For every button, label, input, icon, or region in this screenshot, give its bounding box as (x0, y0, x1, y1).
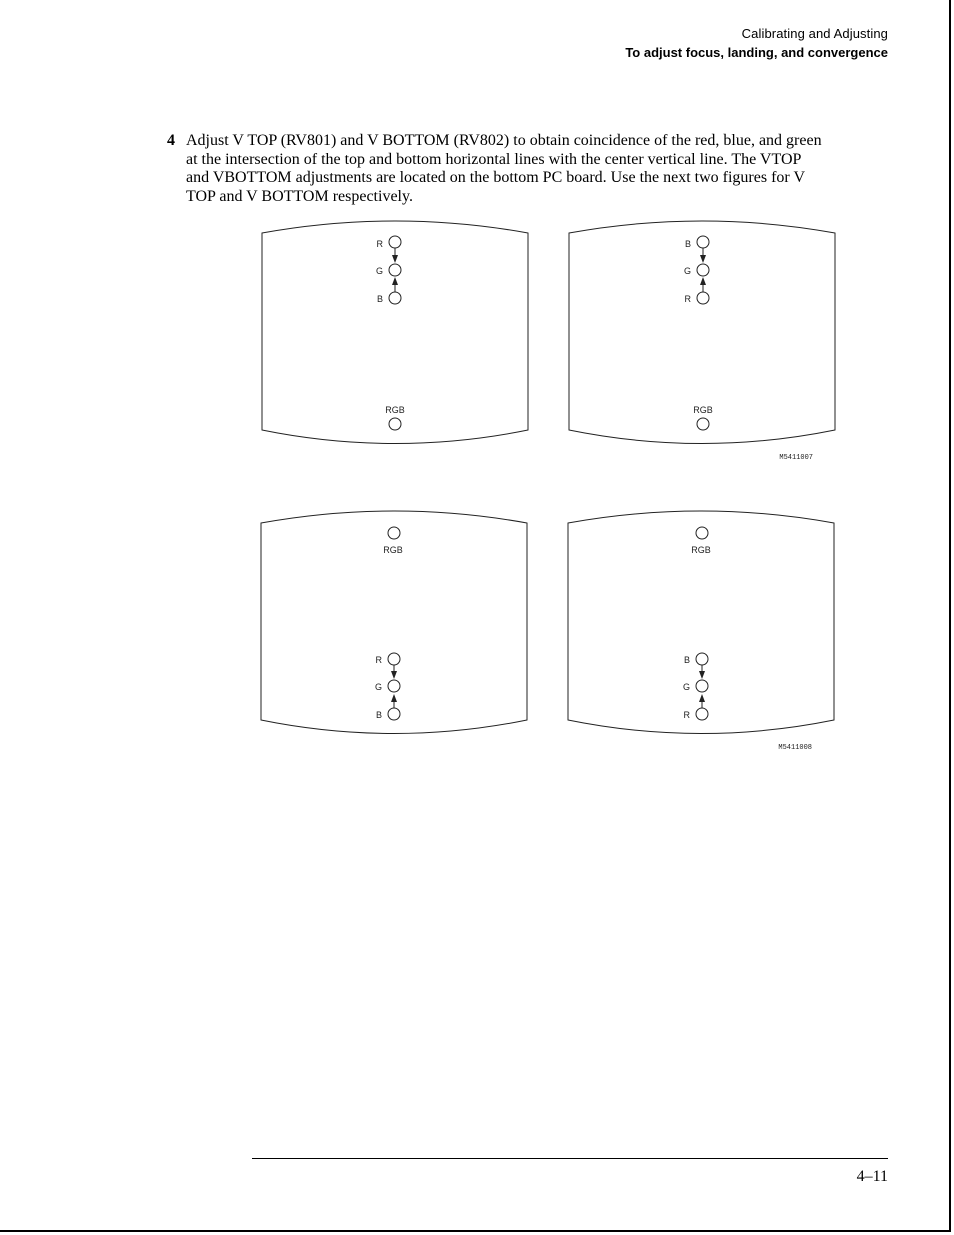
section-title: To adjust focus, landing, and convergence (625, 45, 888, 60)
label-middle: G (374, 682, 382, 692)
beam-dot-bottom (388, 708, 400, 720)
figure-id: M5411007 (779, 454, 813, 462)
label-top: B (683, 655, 690, 665)
figure-vtop (255, 215, 845, 475)
beam-dot-combined (389, 418, 401, 430)
label-combined: RGB (385, 405, 405, 415)
arrow-down-head (700, 255, 706, 263)
beam-dot-top (697, 236, 709, 248)
running-header (625, 24, 888, 62)
label-middle: G (682, 682, 690, 692)
figure-vbottom (255, 505, 845, 765)
beam-dot-combined (388, 527, 400, 539)
figure-vbottom-drawing (255, 505, 845, 765)
beam-dot-combined (697, 418, 709, 430)
label-middle: G (683, 266, 691, 276)
arrow-down-head (391, 671, 397, 679)
screen-right (568, 511, 834, 734)
beam-dot-middle (697, 264, 709, 276)
beam-dot-bottom (697, 292, 709, 304)
figure-id: M5411008 (778, 744, 812, 752)
arrow-down-head (392, 255, 398, 263)
label-combined: RGB (693, 405, 713, 415)
label-bottom: R (683, 710, 690, 720)
chapter-title: Calibrating and Adjusting (741, 26, 888, 41)
beam-dot-middle (389, 264, 401, 276)
beam-dot-middle (388, 680, 400, 692)
label-combined: RGB (691, 545, 711, 555)
arrow-up-head (699, 694, 705, 702)
arrow-up-head (700, 277, 706, 285)
beam-dot-combined (696, 527, 708, 539)
label-top: R (375, 655, 382, 665)
page-number: 4–11 (856, 1168, 888, 1185)
label-bottom: R (684, 294, 691, 304)
step-number: 4 (167, 132, 175, 149)
label-combined: RGB (383, 545, 403, 555)
arrow-down-head (699, 671, 705, 679)
label-top: R (376, 239, 383, 249)
beam-dot-top (696, 653, 708, 665)
arrow-up-head (392, 277, 398, 285)
label-top: B (684, 239, 691, 249)
step-text: Adjust V TOP (RV801) and V BOTTOM (RV802) to obtain coincidence of the red, blue, and green at the intersection of the top and bottom horizontal lines with the center vertical line. The VTOP and VBOTTOM adjustments are located on the bottom PC board. Use the next two figures for V TOP and V BOTTOM respectively. (186, 132, 822, 205)
beam-dot-top (389, 236, 401, 248)
arrow-up-head (391, 694, 397, 702)
screen-left (261, 511, 527, 734)
beam-dot-top (388, 653, 400, 665)
label-bottom: B (375, 710, 382, 720)
screen-left (262, 221, 528, 444)
label-middle: G (375, 266, 383, 276)
screen-right (569, 221, 835, 444)
beam-dot-middle (696, 680, 708, 692)
figure-vtop-drawing (255, 215, 845, 475)
beam-dot-bottom (389, 292, 401, 304)
procedure-step (167, 132, 827, 206)
footer-rule (252, 1158, 888, 1159)
beam-dot-bottom (696, 708, 708, 720)
label-bottom: B (376, 294, 383, 304)
